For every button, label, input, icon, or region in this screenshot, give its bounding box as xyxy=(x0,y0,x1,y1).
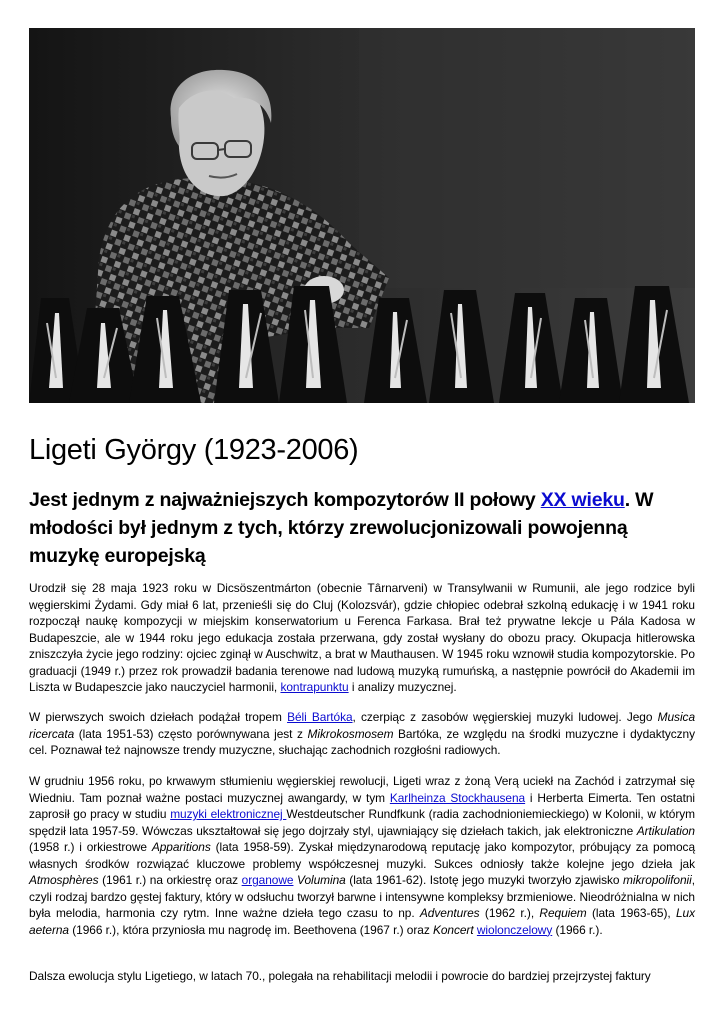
work-title: Musica ricercata xyxy=(29,710,696,741)
work-title: Apparitions xyxy=(151,840,211,854)
text: W grudniu 1956 roku, po krwawym stłumieniu węgierskiej rewolucji, Ligeti wraz z żoną Verą uciekł na Zachód i zatrzymał się Wiedniu. Tam poznał ważne postaci muzycznej awangardy, w tym xyxy=(29,774,695,805)
text: Bartóka, ze względu na środki muzyczne i dydaktyczny cel. Poznawał też najnowsze trendy muzyczne, słuchając zachodnich rozgłośni radiowych. xyxy=(29,726,695,757)
lead-paragraph xyxy=(29,486,695,570)
link-muzyka-elektroniczna[interactable]: muzyki elektronicznej xyxy=(170,807,287,821)
text: (lata 1958-59). Zyskał międzynarodową reputację jako kompozytor, próbujący za pomocą własnych środków rozwiązać kluczowe problemy współczesnej muzyki. Sukces odniosły także kolejne jego dzieła jak xyxy=(29,840,696,871)
link-kontrapunkt[interactable]: kontrapunktu xyxy=(280,680,349,694)
text: i analizy muzycznej. xyxy=(348,680,457,694)
paragraph-4 xyxy=(29,968,695,985)
link-xx-wieku[interactable]: XX wieku xyxy=(540,489,625,511)
paragraph-3 xyxy=(29,773,695,938)
link-wiolonczelowy[interactable]: wiolonczelowy xyxy=(476,922,553,937)
work-title: Lux aeterna xyxy=(29,906,696,937)
work-title: Artikulation xyxy=(636,823,695,838)
text: , czyli rodzaj bardzo gęstej faktury, który w odsłuchu tworzył barwne i intensywne kompleksy brzmieniowe. Nieodróżnialna w nich była melodia, harmonia czy rytm. Inne ważne dzieła tego czasu to np. xyxy=(29,873,695,920)
page-title: Ligeti György (1923-2006) xyxy=(29,434,359,466)
text: (1966 r.), która przyniosła mu nagrodę im. Beethovena (1967 r.) oraz xyxy=(68,922,433,937)
work-title: Requiem xyxy=(539,906,587,920)
work-title: Mikrokosmosem xyxy=(307,726,394,741)
paragraph-1 xyxy=(29,580,695,696)
text: , czerpiąc z zasobów węgierskiej muzyki ludowej. Jego xyxy=(352,710,658,724)
lead-text-end: . W młodości był jednym z tych, którzy zrewolucjonizowali powojenną muzykę europejską xyxy=(29,489,654,567)
text: (1958 r.) i orkiestrowe xyxy=(29,840,152,854)
text: (lata 1951-53) często porównywana jest z xyxy=(74,726,308,741)
text: Urodził się 28 maja 1923 roku w Dicsöszentmárton (obecnie Târnarveni) w Transylwanii w Rumunii, ale jego rodzice byli węgierskimi Żydami. Gdy miał 6 lat, przenieśli się do Cluj (Kolozsvár), gdzie chłopiec odebrał szkolną edukację i w 1941 roku rozpoczął naukę kompozycji w miejskim konserwatorium u Ferenca Farkasa. Brał też prywatne lekcje u Pála Kadosa w Budapeszcie, ale w 1944 roku jego edukacja została przerwana, gdy został wysłany do obozu pracy. Okupacja hitlerowska zniszczyła życie jego rodziny: ojciec zginął w Auschwitz, a brat w Mauthausen. W 1945 roku wznowił studia kompozytorskie. Po graduacji (1949 r.) przez rok prowadził badania terenowe nad ludową muzyką rumuńską, a następnie powrócił do Akademii im Liszta w Budapeszcie jako nauczyciel harmonii, xyxy=(29,581,695,694)
paragraph-2 xyxy=(29,709,695,759)
text: W pierwszych swoich dziełach podążał tropem xyxy=(29,710,288,724)
text: (1966 r.). xyxy=(552,922,603,937)
link-bartok[interactable]: Béli Bartóka xyxy=(287,710,353,724)
text: (lata 1961-62). Istotę jego muzyki tworzyło zjawisko xyxy=(345,873,624,887)
work-title: Atmosphères xyxy=(29,873,99,887)
lead-text: Jest jednym z najważniejszych kompozytorów II połowy xyxy=(29,489,541,511)
link-organowe[interactable]: organowe xyxy=(241,873,294,887)
work-title: Volumina xyxy=(297,873,346,887)
term: mikropolifonii xyxy=(623,873,692,887)
text: (1961 r.) na orkiestrę oraz xyxy=(98,873,242,887)
composer-photo xyxy=(29,28,695,403)
link-stockhausen[interactable]: Karlheinza Stockhausena xyxy=(389,790,526,805)
text: Westdeutscher Rundfkunk (radia zachodnioniemieckiego) w Kolonii, w którym spędził lata 1957-59. Wówczas ukształtował się jego dojrzały styl, ujawniający się dziełach takich, jak elektroniczne xyxy=(29,807,695,838)
text: (lata 1963-65), xyxy=(586,906,676,920)
work-title: Adventures xyxy=(419,906,480,920)
text: i Herberta Eimerta. Ten ostatni zaprosił go pracy w studiu xyxy=(29,790,695,821)
work-title: Koncert xyxy=(432,922,474,937)
text: (1962 r.), xyxy=(479,906,540,920)
text: Dalsza ewolucja stylu Ligetiego, w latach 70., polegała na rehabilitacji melodii i powrocie do bardziej przejrzystej faktury xyxy=(29,969,651,983)
